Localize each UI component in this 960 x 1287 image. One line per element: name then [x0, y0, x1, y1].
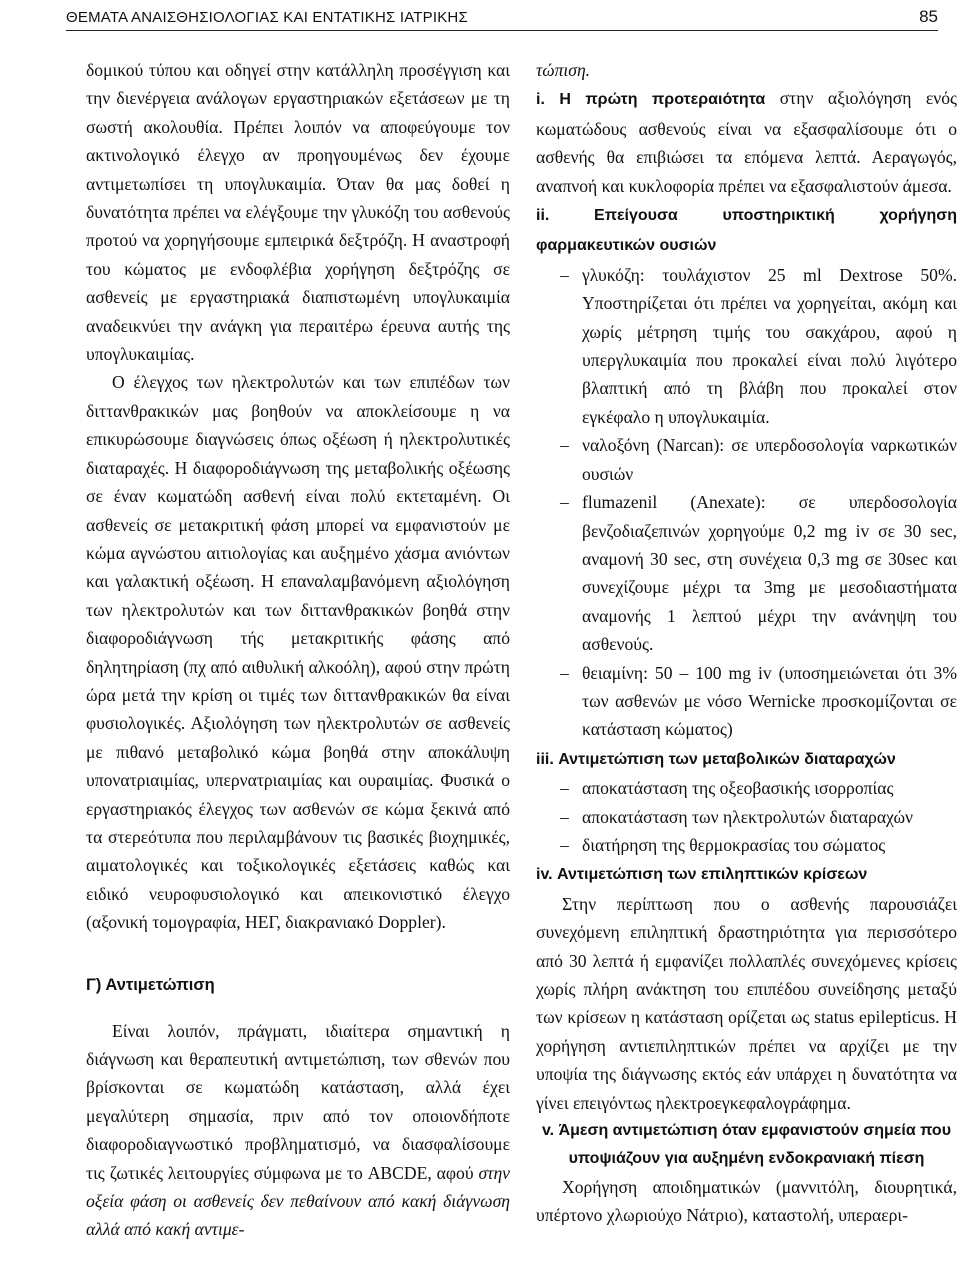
left-column	[86, 56, 510, 1244]
running-title: ΘΕΜΑΤΑ ΑΝΑΙΣΘΗΣΙΟΛΟΓΙΑΣ ΚΑΙ ΕΝΤΑΤΙΚΗΣ ΙΑΤΡΙΚΗΣ	[66, 9, 468, 26]
item-label: iv.	[536, 866, 553, 884]
item-title: Αντιμετώπιση των μεταβολικών διαταραχών	[558, 750, 896, 768]
list-item: – flumazenil (Anexate): σε υπερδοσολογία βενζοδιαζεπινών χορηγούμε 0,2 mg iv σε 30 sec, αναμονή 30 sec, στη συνέχεια 0,3 mg σε 30sec και συνεχίζουμε μέχρι τα 3mg με μεσοδιαστήματα αναμονής 1 λεπτού μέχρι την ανάνηψη του ασθενούς.	[536, 488, 957, 658]
list-item: – αποκατάσταση των ηλεκτρολυτών διαταραχών	[536, 803, 957, 831]
item-label: v.	[541, 1122, 555, 1140]
drug-list	[536, 261, 957, 744]
item-seizures	[536, 859, 957, 889]
item-label: iii.	[536, 750, 554, 768]
paragraph-treatment-emphasis: στην οξεία φάση οι ασθενείς δεν πεθαίνουν από κακή διάγνωση αλλά από κακή αντιμε-	[86, 1162, 510, 1240]
list-item: – ναλοξόνη (Narcan): σε υπερδοσολογία ναρκωτικών ουσιών	[536, 431, 957, 488]
list-item: – θειαμίνη: 50 – 100 mg iv (υποσημειώνεται ότι 3% των ασθενών με νόσο Wernicke προσκομίζονται σε κατάσταση κώματος)	[536, 659, 957, 744]
paragraph-continued-tail: τώπιση.	[536, 60, 591, 80]
page-number: 85	[919, 7, 938, 26]
item-label: i.	[536, 91, 545, 109]
metabolic-list	[536, 774, 957, 859]
item-title: Η πρώτη προτεραιότητα	[559, 91, 766, 109]
item-label: ii.	[536, 207, 550, 225]
item-intracranial-pressure	[536, 1117, 957, 1173]
item-supportive-drugs	[536, 200, 957, 261]
list-item: – γλυκόζη: τουλάχιστον 25 ml Dextrose 50%. Υποστηρίζεται ότι πρέπει να χορηγείται, ακόμη και χωρίς μέτρηση τιμής του σακχάρου, αφού η υπεργλυκαιμία που προκαλεί είναι πολύ λιγότερο βλαπτική από τη βλάβη που προκαλεί στον εγκέφαλο η υπογλυκαιμία.	[536, 261, 957, 431]
item-title: Επείγουσα υποστηρικτική χορήγηση φαρμακευτικών ουσιών	[536, 207, 957, 255]
paragraph-continued: δομικού τύπου και οδηγεί στην κατάλληλη προσέγγιση και την διενέργεια ανάλογων εργαστηριακών εξετάσεων με τη σωστή ακολουθία. Πρέπει λοιπόν να αποφεύγουμε τον ακτινολογικό έλεγχο αν προηγουμένως δεν έχουμε αντιμετωπίσει τη υπογλυκαιμία. Όταν θα μας δοθεί η δυνατότητα πρέπει να ελέγξουμε την γλυκόζη του ασθενούς προτού να χορηγήσουμε εμπειρικά δεξτρόζη. Η αναστροφή του κώματος με ενδοφλέβια χορήγηση δεξτρόζης σε ασθενείς με εργαστηριακά διαπιστωμένη υπογλυκαιμία αναδεικνύει την ανάγκη για περαιτέρω έρευνα αυτής της υπογλυκαιμίας.	[86, 60, 510, 365]
section-heading-treatment: Γ) Αντιμετώπιση	[86, 975, 215, 994]
paragraph-seizures: Στην περίπτωση που ο ασθενής παρουσιάζει συνεχόμενη επιληπτική δραστηριότητα για περισσότερο από 30 λεπτά ή εμφανίζει πολλαπλές συνεχόμενες κρίσεις χωρίς πλήρη ανάκτηση του επιπέδου συνείδησης μεταξύ των κρίσεων η κατάσταση ορίζεται ως status epilepticus. Η χορήγηση αντιεπιληπτικών πρέπει να αρχίζει με την υποψία της διάγνωσης εκτός εάν υπάρχει η δυνατότητα να γίνει επειγόντως ηλεκτροεγκεφαλογράφημα.	[536, 893, 957, 1113]
paragraph-treatment-text: Είναι λοιπόν, πράγματι, ιδιαίτερα σημαντική η διάγνωση και θεραπευτική αντιμετώπιση, των σθενών που βρίσκονται σε κωματώδη κατάσταση, αλλά έχει μεγαλύτερη σημασία, πριν από τον οποιονδήποτε διαφοροδιαγνωστικό προβληματισμό, να διασφαλίσουμε τις ζωτικές λειτουργίες σύμφωνα με το ABCDE, αφού	[86, 1020, 510, 1183]
running-header	[66, 4, 938, 31]
item-text: στην αξιολόγηση ενός κωματώδους ασθενούς είναι να εξασφαλίσουμε ότι ο ασθενής θα επιβιώσει τα επόμενα λεπτά. Αεραγωγός, αναπνοή και κυκλοφορία πρέπει να εξασφαλιστούν άμεσα.	[536, 88, 958, 196]
item-metabolic	[536, 744, 957, 774]
item-title: Αντιμετώπιση των επιληπτικών κρίσεων	[557, 866, 868, 884]
item-first-priority	[536, 84, 957, 200]
list-item: – διατήρηση της θερμοκρασίας του σώματος	[536, 831, 957, 859]
paragraph-intracranial: Χορήγηση αποιδηματικών (μαννιτόλη, διουρητικά, υπέρτονο χλωριούχο Νάτριο), καταστολή, υπεραερι-	[536, 1177, 957, 1226]
item-title: Άμεση αντιμετώπιση όταν εμφανιστούν σημεία που υποψιάζουν για αυξημένη ενδοκρανιακή πίεση	[558, 1122, 952, 1168]
paragraph-electrolytes: Ο έλεγχος των ηλεκτρολυτών και των επιπέδων των διττανθρακικών μας βοηθούν να αποκλείσουμε η να επικυρώσουμε διαγνώσεις όπως οξέωση ή ηλεκτρολυτικές διαταραχές. Η διαφοροδιάγνωση της μεταβολικής οξέωσης σε έναν κωματώδη ασθενή είναι πολύ εκτεταμένη. Οι ασθενείς σε μετακριτική φάση μπορεί να εμφανιστούν με κώμα αγνώστου αιτιολογίας και αυξημένο χάσμα ανιόντων και γαλακτική οξέωση. Η επαναλαμβανόμενη αξιολόγηση των ηλεκτρολυτών και των διττανθρακικών βοηθά στην διαφοροδιάγνωση τής μετακριτικής φάσης από δηλητηρίαση (πχ από αιθυλική αλκοόλη), αφού στην πρώτη ώρα μετά την κρίση οι τιμές των διττανθρακικών θα είναι φυσιολογικές. Αξιολόγηση των ηλεκτρολυτών σε ασθενείς με πιθανό μεταβολικό κώμα βοηθά στην αποκάλυψη υπονατριαιμίας, υπερνατριαιμίας και ουραιμίας. Φυσικά ο εργαστηριακός έλεγχος των ασθενών σε κώμα ξεκινά από τα στερεότυπα που περιλαμβάνουν τις βασικές βιοχημικές, αιματολογικές και τοξικολογικές εξετάσεις καθώς και ειδικό νευροφυσιολογικό και απεικονιστικό έλεγχο (αξονική τομογραφία, ΗΕΓ, διακρανιακό Doppler).	[86, 372, 510, 933]
right-column	[536, 56, 957, 1230]
list-item: – αποκατάσταση της οξεοβασικής ισορροπίας	[536, 774, 957, 802]
paragraph-treatment	[86, 1017, 510, 1244]
